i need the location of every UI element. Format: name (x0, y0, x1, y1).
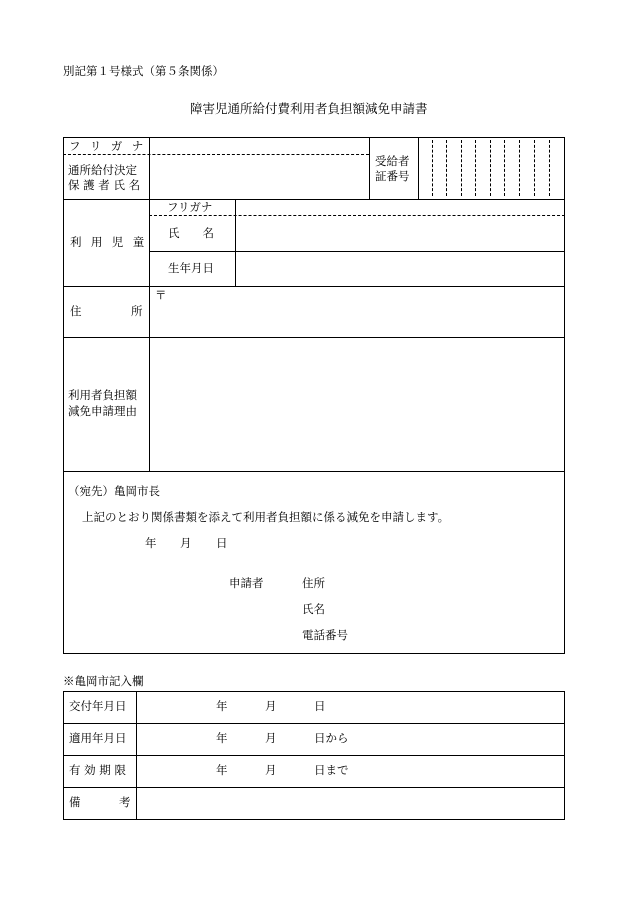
digit-divider (475, 140, 476, 196)
expiry-day-label: 日まで (314, 763, 349, 777)
guardian-name-field[interactable] (152, 158, 368, 196)
child-row-divider (149, 251, 565, 252)
apply-month-label: 月 (265, 731, 277, 745)
digit-divider (446, 140, 447, 196)
child-sub-divider (235, 199, 236, 286)
child-birth-field[interactable] (238, 254, 562, 284)
digit-divider (461, 140, 462, 196)
child-furigana-divider (149, 215, 565, 216)
page-title: 障害児通所給付費利用者負担額減免申請書 (190, 101, 428, 116)
child-furigana-label: フリガナ (167, 200, 213, 214)
guardian-furigana-field[interactable] (152, 140, 368, 153)
reason-field[interactable] (152, 340, 562, 468)
applicant-name-field[interactable] (340, 600, 560, 618)
expiry-label: 有 効 期 限 (69, 763, 126, 777)
digit-divider (519, 140, 520, 196)
cert-label-right-border (418, 137, 419, 199)
applicant-address-field[interactable] (340, 574, 560, 592)
row-divider (63, 199, 565, 200)
child-label: 利 用 児 童 (70, 235, 148, 249)
child-name-label: 氏 名 (168, 226, 214, 240)
cert-label-1: 受給者 (375, 154, 410, 168)
issue-day-label: 日 (314, 699, 326, 713)
guardian-name-label-1: 通所給付決定 (68, 163, 137, 177)
office-row-divider (63, 755, 565, 756)
address-label-right: 所 (131, 304, 143, 318)
digit-divider (534, 140, 535, 196)
digit-divider (504, 140, 505, 196)
child-name-field[interactable] (238, 218, 562, 249)
expiry-month-label: 月 (265, 763, 277, 777)
digit-divider (432, 140, 433, 196)
declaration-statement: 上記のとおり関係書類を添えて利用者負担額に係る減免を申請します。 (82, 510, 450, 524)
applicant-label: 申請者 (229, 576, 264, 590)
reason-label-2: 減免申請理由 (68, 404, 137, 418)
remarks-label-right: 考 (119, 795, 131, 809)
issue-month-label: 月 (265, 699, 277, 713)
date-year-label: 年 (145, 536, 157, 550)
guardian-furigana-label: フ リ ガ ナ (69, 139, 147, 153)
child-furigana-field[interactable] (238, 201, 562, 214)
row-divider (63, 286, 565, 287)
applicant-address-label: 住所 (302, 576, 325, 590)
expiry-year-label: 年 (216, 763, 228, 777)
digit-divider (490, 140, 491, 196)
cert-label-left-border (369, 137, 370, 199)
office-row-divider (63, 723, 565, 724)
remarks-label-left: 備 (69, 795, 81, 809)
issue-year-label: 年 (216, 699, 228, 713)
row-divider (63, 471, 565, 472)
row-divider (63, 337, 565, 338)
applicant-name-label: 氏名 (302, 602, 325, 616)
postal-mark: 〒 (155, 288, 167, 302)
cert-label-2: 証番号 (375, 169, 410, 183)
applicant-phone-label: 電話番号 (302, 628, 348, 642)
apply-day-label: 日から (314, 731, 349, 745)
child-birth-label: 生年月日 (168, 261, 214, 275)
applicant-phone-field[interactable] (360, 626, 560, 644)
form-number: 別記第１号様式（第５条関係） (63, 64, 224, 78)
office-use-heading: ※亀岡市記入欄 (63, 674, 144, 688)
date-month-label: 月 (180, 536, 192, 550)
address-label-left: 住 (70, 304, 82, 318)
addressee: （宛先）亀岡市長 (68, 484, 160, 498)
date-day-label: 日 (216, 536, 228, 550)
office-row-divider (63, 787, 565, 788)
address-field[interactable] (170, 289, 562, 335)
issue-date-label: 交付年月日 (69, 699, 127, 713)
label-column-divider (149, 137, 150, 471)
apply-year-label: 年 (216, 731, 228, 745)
reason-label-1: 利用者負担額 (68, 388, 137, 402)
guardian-furigana-divider (63, 154, 369, 155)
digit-divider (549, 140, 550, 196)
apply-date-label: 適用年月日 (69, 731, 127, 745)
guardian-name-label-2: 保 護 者 氏 名 (68, 178, 141, 192)
